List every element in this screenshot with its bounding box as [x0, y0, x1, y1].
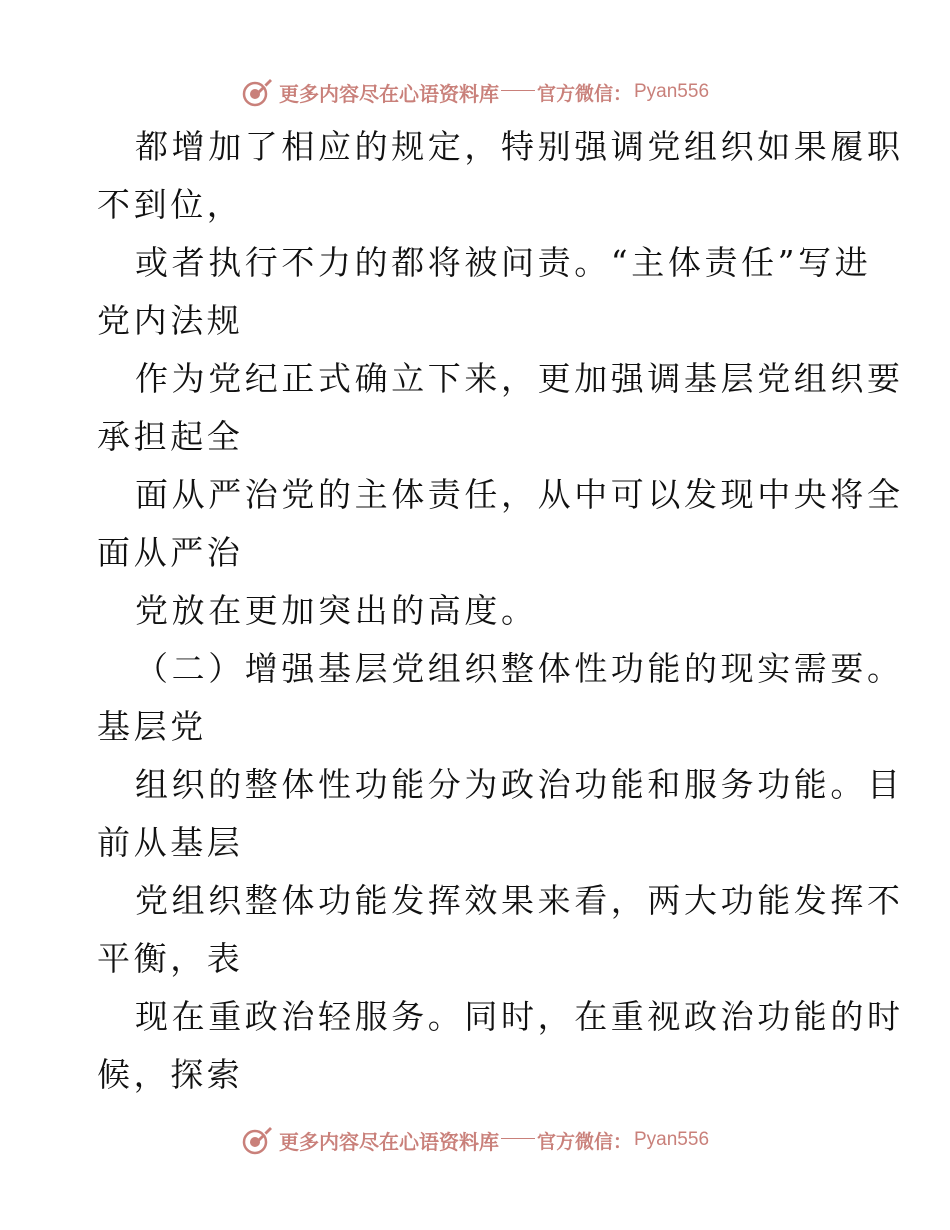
watermark-text: 更多内容尽在心语资料库	[278, 1129, 499, 1154]
text-line: 都增加了相应的规定，特别强调党组织如果履职	[135, 127, 904, 166]
pen-logo-icon	[241, 1124, 273, 1156]
text-line: 承担起全	[97, 417, 244, 456]
text-line: 或者执行不力的都将被问责。“主体责任”写进	[135, 243, 872, 282]
watermark-sub: 官方微信：	[536, 1130, 632, 1153]
watermark-sub: 官方微信：	[536, 82, 632, 105]
watermark-text: 更多内容尽在心语资料库	[278, 81, 499, 106]
document-body	[97, 118, 904, 1104]
pen-logo-icon	[241, 76, 273, 108]
text-line: 面从严治	[97, 533, 244, 572]
text-line: 党放在更加突出的高度。	[135, 591, 538, 630]
text-line: 候，探索	[97, 1055, 244, 1094]
header-watermark	[0, 72, 950, 112]
watermark-wechat-id: Pyan556	[634, 1129, 710, 1150]
text-line: 组织的整体性功能分为政治功能和服务功能。目	[135, 765, 904, 804]
footer-watermark	[0, 1120, 950, 1160]
text-line: 党内法规	[97, 301, 244, 340]
text-line: 基层党	[97, 707, 207, 746]
text-line: 现在重政治轻服务。同时，在重视政治功能的时	[135, 997, 904, 1036]
text-line: 党组织整体功能发挥效果来看，两大功能发挥不	[135, 881, 904, 920]
text-line: 前从基层	[97, 823, 244, 862]
text-line: 面从严治党的主体责任，从中可以发现中央将全	[135, 475, 904, 514]
watermark-wechat-id: Pyan556	[634, 81, 710, 102]
text-line: 作为党纪正式确立下来，更加强调基层党组织要	[135, 359, 904, 398]
watermark-dash	[501, 90, 535, 91]
section-heading-line: （二）增强基层党组织整体性功能的现实需要。	[135, 649, 904, 688]
watermark-dash	[501, 1138, 535, 1139]
text-line: 平衡，表	[97, 939, 244, 978]
text-line: 不到位，	[97, 185, 244, 224]
